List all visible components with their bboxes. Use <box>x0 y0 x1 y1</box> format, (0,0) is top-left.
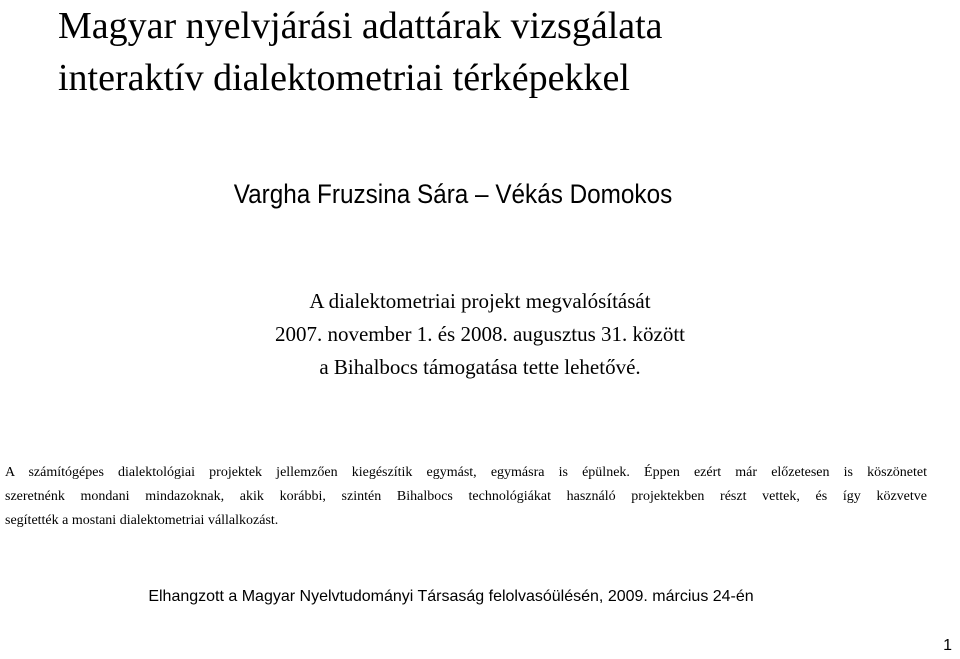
document-title <box>58 0 938 104</box>
support-line-3: a Bihalbocs támogatása tette lehetővé. <box>319 355 641 379</box>
support-note <box>0 285 960 384</box>
acknowledgement-paragraph <box>5 461 927 533</box>
support-line-2: 2007. november 1. és 2008. augusztus 31. között <box>274 322 686 346</box>
presentation-note: Elhangzott a Magyar Nyelvtudományi Társaság felolvasóülésén, 2009. március 24-én <box>148 588 754 605</box>
title-line-1: Magyar nyelvjárási adattárak vizsgálata <box>58 5 663 47</box>
support-line-1: A dialektometriai projekt megvalósítását <box>309 289 651 313</box>
authors: Vargha Fruzsina Sára – Vékás Domokos <box>233 179 673 209</box>
paragraph-line-3: segítették a mostani dialektometriai vállalkozást. <box>5 513 279 528</box>
paragraph-line-1: A számítógépes dialektológiai projektek jellemzően kiegészítik egymást, egymásra is épülnek. Éppen ezért már előzetesen is köszönetet <box>5 465 927 480</box>
title-line-2: interaktív dialektometriai térképekkel <box>58 57 630 99</box>
paragraph-line-2: szeretnénk mondani mindazoknak, akik korábbi, szintén Bihalbocs technológiákat használó projektekben részt vettek, és így közvetve <box>5 489 927 504</box>
page-number: 1 <box>943 637 952 654</box>
